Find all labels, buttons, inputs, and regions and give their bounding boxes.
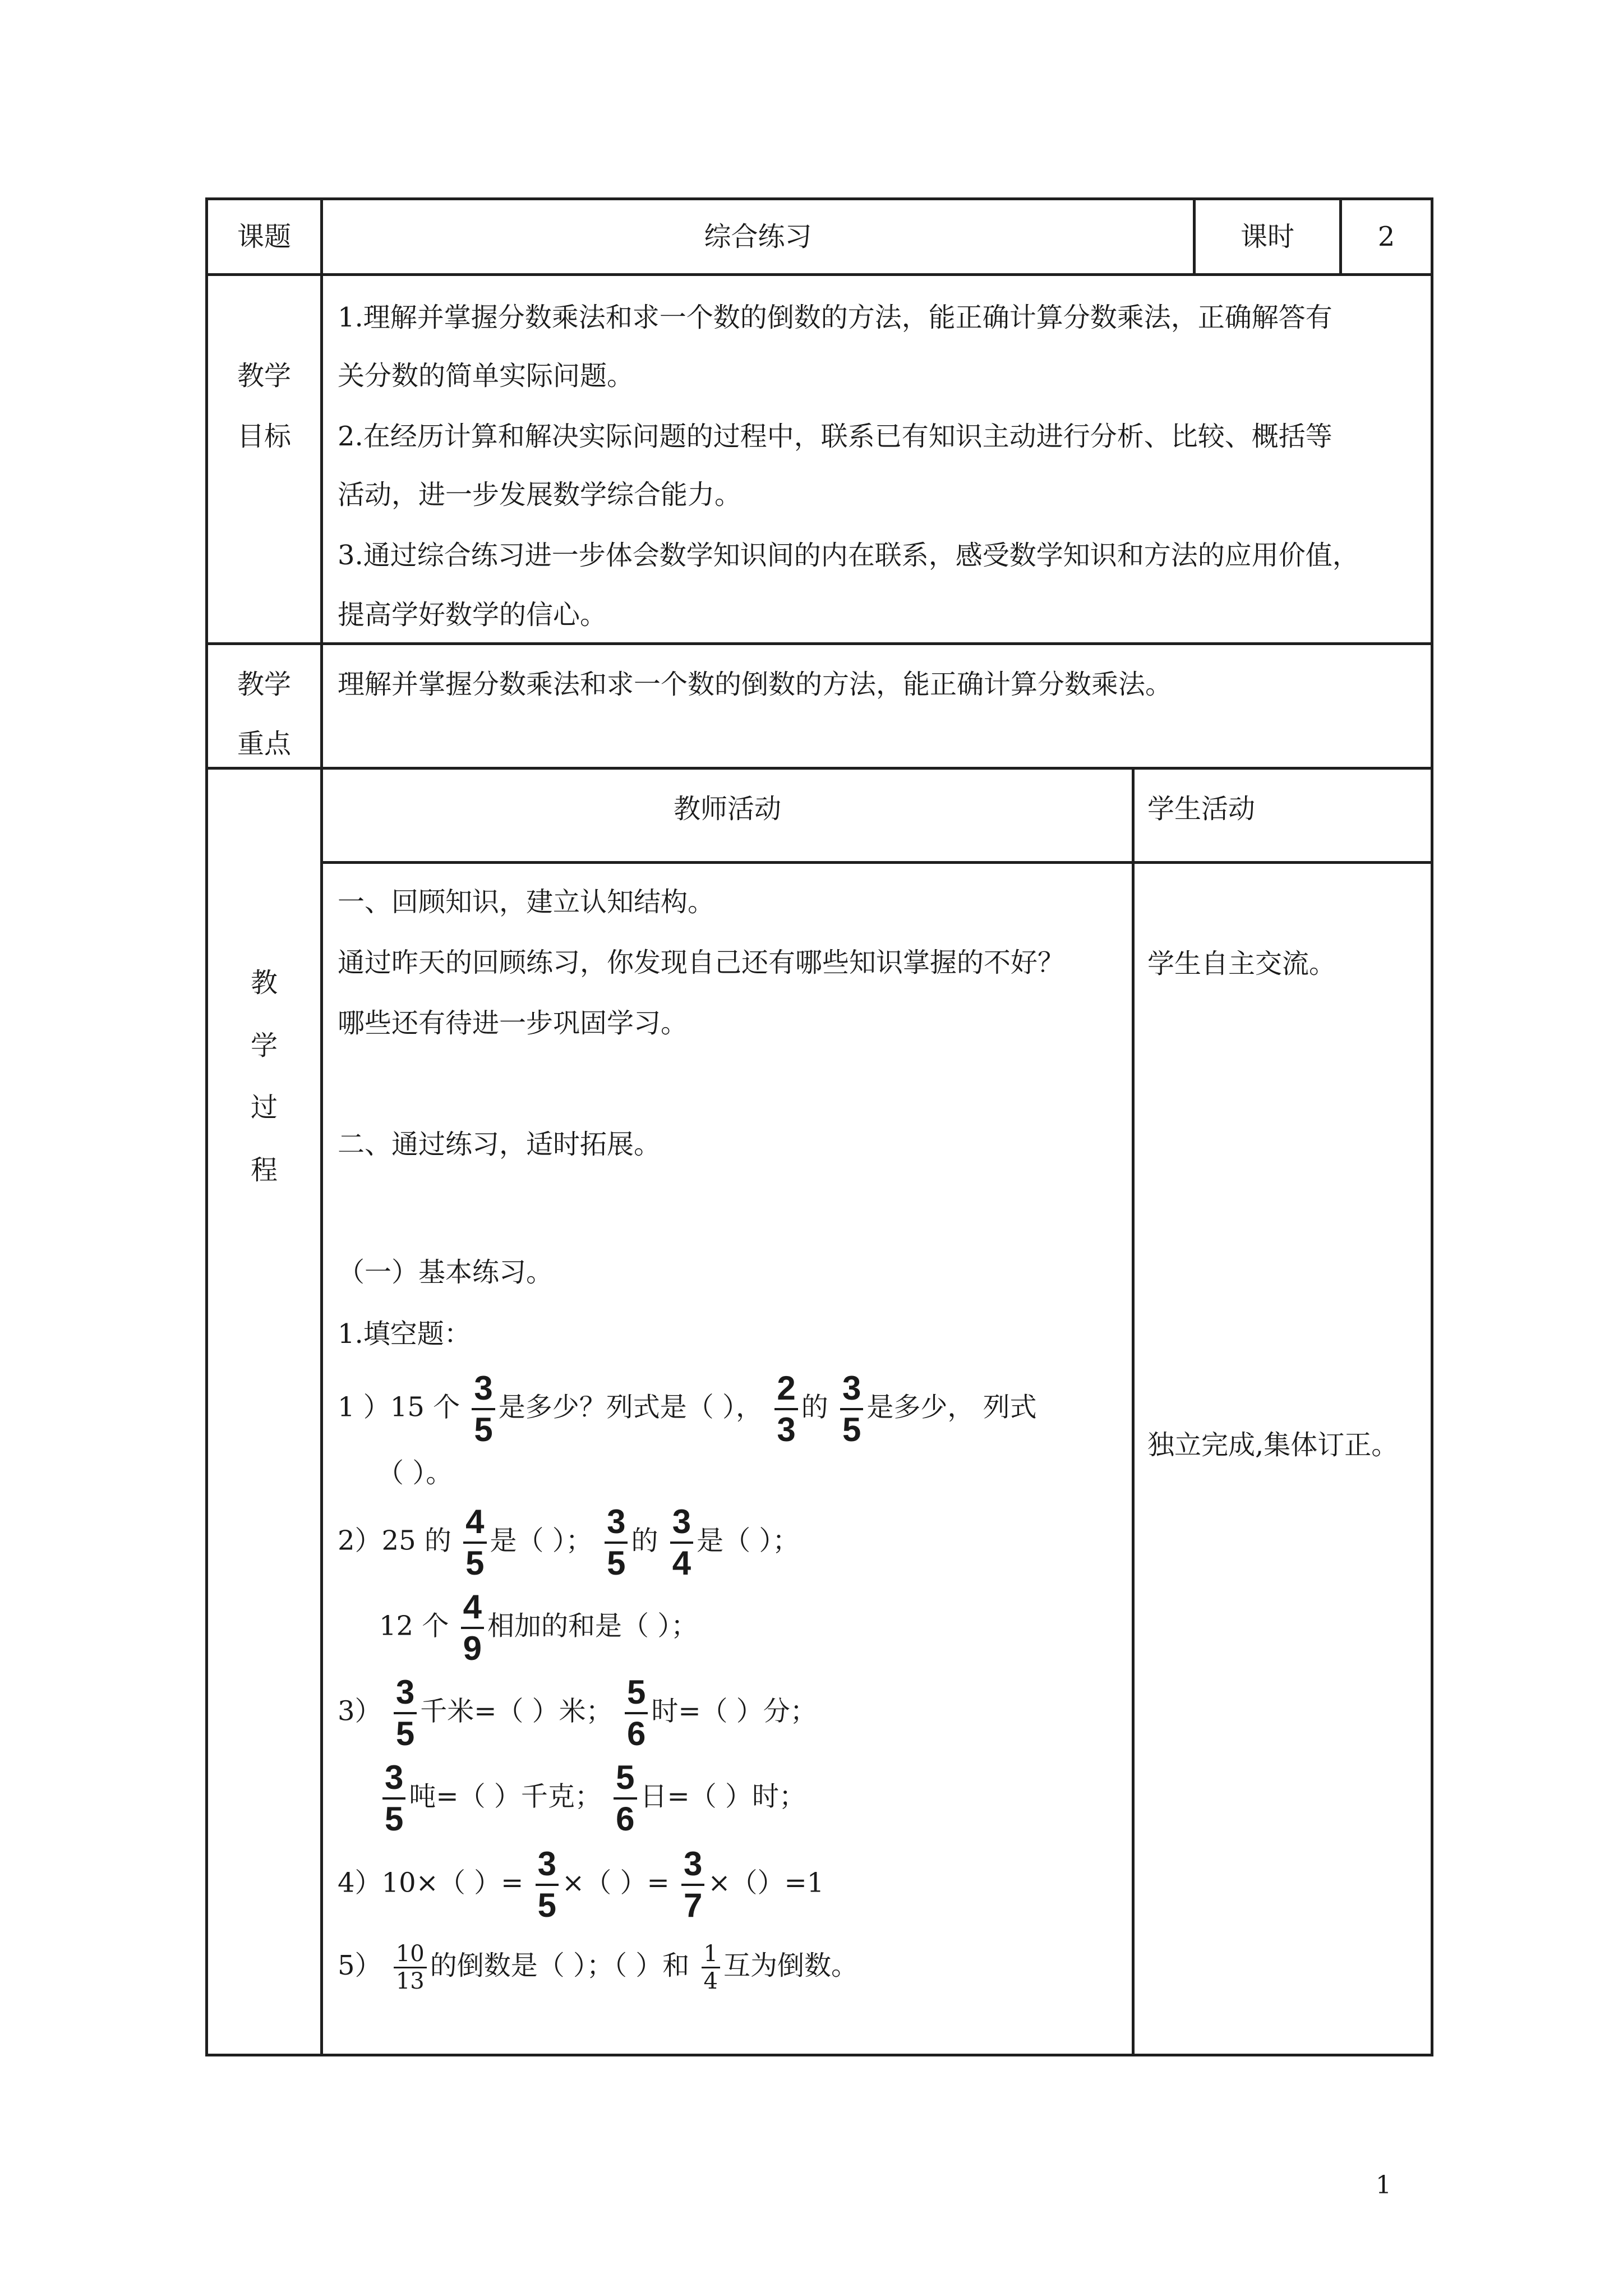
fraction-2-3: $\frac{2}{3}$: [774, 1369, 797, 1450]
question-5: 5） $\frac{10}{13}$ 的倒数是（ ）；（ ）和 $\frac{1}{4}$ 互为倒数。: [338, 1941, 858, 1994]
fraction-1-4: $\frac{1}{4}$: [702, 1941, 720, 1994]
page-number: 1: [1376, 2171, 1391, 2200]
goals-label-line1: 教学: [237, 360, 291, 392]
section1-title: 一、回顾知识，建立认知结构。: [338, 886, 715, 918]
fraction-5-6: $\frac{5}{6}$: [614, 1758, 637, 1839]
question-3: 3） $\frac{3}{5}$ 千米=（ ）米； $\frac{5}{6}$ 时=（ ）分；: [338, 1673, 817, 1752]
goal-line: 3.通过综合练习进一步体会数学知识间的内在联系，感受数学知识和方法的应用价值，: [338, 540, 1359, 571]
fraction-4-9: $\frac{4}{9}$: [461, 1588, 484, 1668]
section1-line2: 哪些还有待进一步巩固学习。: [338, 1007, 688, 1039]
process-label-char: 学: [250, 1030, 278, 1061]
basic-practice-title: （一）基本练习。: [338, 1257, 554, 1288]
topic-label: 课题: [237, 221, 291, 252]
table-border-right: [1431, 197, 1433, 2056]
fraction-4-5: $\frac{4}{5}$: [463, 1502, 486, 1583]
process-label-char: 程: [250, 1154, 278, 1186]
fraction-3-5: $\frac{3}{5}$: [536, 1844, 559, 1925]
fraction-3-5: $\frac{3}{5}$: [472, 1369, 495, 1450]
period-label: 课时: [1240, 221, 1294, 252]
goal-line: 1.理解并掌握分数乘法和求一个数的倒数的方法，能正确计算分数乘法，正确解答有: [338, 302, 1332, 333]
process-label-char: 教: [250, 967, 278, 999]
question-2-second-line: 12 个 $\frac{4}{9}$ 相加的和是（ ）；: [379, 1588, 698, 1667]
process-header-divider: [320, 861, 1433, 864]
fraction-3-7: $\frac{3}{7}$: [681, 1844, 704, 1925]
question-3-second-line: $\frac{3}{5}$ 吨=（ ）千克； $\frac{5}{6}$ 日=（ ）时；: [379, 1758, 806, 1839]
keypoints-label-line1: 教学: [237, 669, 291, 700]
fill-in-title: 1.填空题：: [338, 1318, 471, 1350]
question-1: 1 ）15 个 $\frac{3}{5}$ 是多少？列式是（ ）， $\frac{2}{3}$ 的 $\frac{3}{5}$ 是多少， 列式: [338, 1369, 1037, 1448]
section2-title: 二、通过练习，适时拓展。: [338, 1129, 661, 1160]
teacher-student-divider: [1132, 767, 1135, 2056]
student-activity-1: 学生自主交流。: [1147, 948, 1336, 979]
label-column-divider: [320, 197, 323, 2056]
fraction-5-6: $\frac{5}{6}$: [625, 1673, 648, 1754]
fraction-3-5: $\frac{3}{5}$: [605, 1502, 628, 1583]
goal-line: 2.在经历计算和解决实际问题的过程中，联系已有知识主动进行分析、比较、概括等: [338, 421, 1332, 452]
student-activity-2: 独立完成,集体订正。: [1147, 1429, 1399, 1461]
table-border-top: [205, 197, 1433, 200]
topic-value: 综合练习: [704, 221, 812, 252]
table-border-left: [205, 197, 208, 2056]
row-divider-1: [205, 273, 1433, 276]
goal-line: 提高学好数学的信心。: [338, 599, 607, 631]
keypoints-text: 理解并掌握分数乘法和求一个数的倒数的方法，能正确计算分数乘法。: [338, 669, 1173, 700]
table-border-bottom: [205, 2054, 1433, 2056]
row-divider-3: [205, 767, 1433, 770]
row-divider-2: [205, 642, 1433, 645]
process-label-char: 过: [250, 1092, 278, 1123]
goal-line: 关分数的简单实际问题。: [338, 360, 634, 392]
goal-line: 活动，进一步发展数学综合能力。: [338, 479, 742, 510]
fraction-3-4: $\frac{3}{4}$: [670, 1502, 693, 1583]
teacher-activity-header: 教师活动: [673, 793, 781, 825]
fraction-3-5: $\frac{3}{5}$: [840, 1369, 863, 1450]
keypoints-label-line2: 重点: [237, 728, 291, 760]
fraction-10-13: $\frac{10}{13}$: [394, 1941, 427, 1994]
fraction-3-5: $\frac{3}{5}$: [382, 1758, 405, 1839]
section1-line1: 通过昨天的回顾练习，你发现自己还有哪些知识掌握的不好？: [338, 947, 1065, 978]
goals-label-line2: 目标: [237, 421, 291, 452]
period-value: 2: [1377, 221, 1395, 252]
question-4: 4）10×（ ）= $\frac{3}{5}$ ×（ ）= $\frac{3}{7}$ ×（）=1: [338, 1845, 824, 1924]
question-2: 2）25 的 $\frac{4}{5}$ 是（ ）； $\frac{3}{5}$ 的 $\frac{3}{4}$ 是（ ）；: [338, 1503, 800, 1582]
fraction-3-5: $\frac{3}{5}$: [394, 1673, 417, 1754]
question-1-answer: （ ）。: [377, 1457, 453, 1489]
student-activity-header: 学生活动: [1147, 793, 1256, 825]
